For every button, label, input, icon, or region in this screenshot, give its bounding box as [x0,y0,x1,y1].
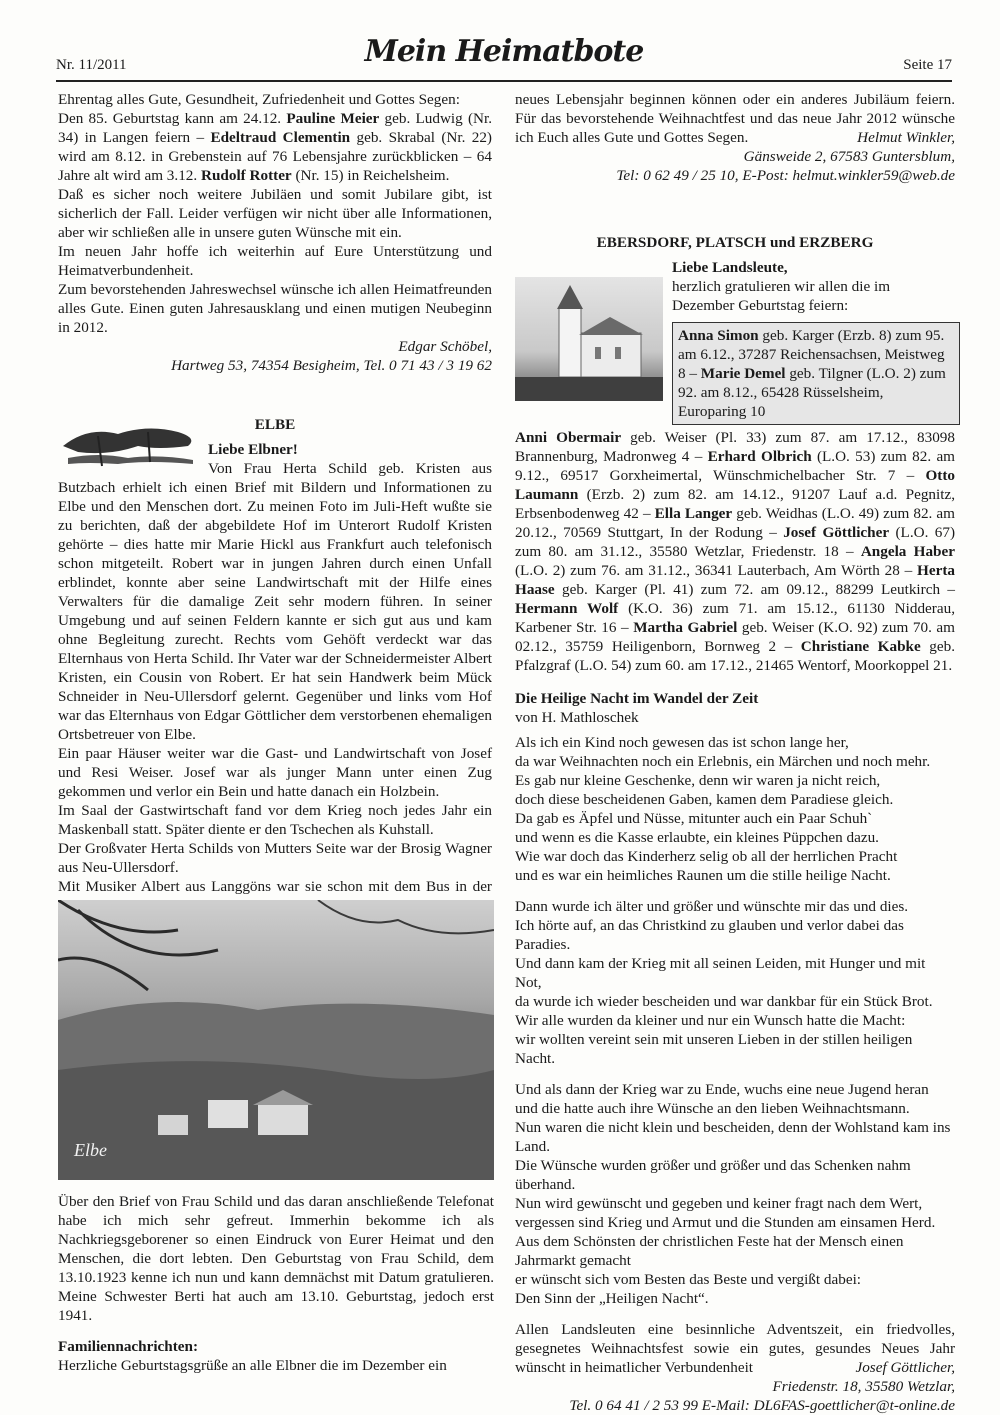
poem-author: von H. Mathloschek [515,709,639,726]
intro-paragraph: Ehrentag alles Gute, Gesundheit, Zufriedenheit und Gottes Segen: Den 85. Geburtstag kann am 24.12. Pauline Meier geb. Ludwig (Nr. 34) in Langen feiern – Edeltraud Clementin geb. Skrabal (Nr. 22) wird am 8.12. in Grebenstein auf 76 Lebensjahre zurückblicken – 64 Jahre alt wird am 3.12. Rudolf Rotter (Nr. 15) in Reichelsheim. [58,91,492,184]
poem-stanza-2: Dann wurde ich älter und größer und wünschte mir das und dies. Ich hörte auf, an das Christkind zu glauben und verlor dabei das Paradies. Und dann kam der Krieg mit all seinen Leiden, mit Hunger und mit Not, da wurde ich wieder bescheiden und war dankbar für ein Stück Brot. Wir alle wurden da kleiner und nur ein Wunsch hatte die Macht: wir wollten vereint sein mit unseren Lieben in der stillen heiligen Nacht. [515,898,933,1067]
elbe-paragraph-4: Der Großvater Herta Schilds von Mutters Seite war der Brosig Wagner aus Neu-Ullersdorf. [58,840,492,876]
elbe-paragraph-5: Mit Musiker Albert aus Langgöns war sie schon mit dem Bus in der [58,878,492,895]
elbe-paragraph-1: Von Frau Herta Schild geb. Kristen aus Butzbach erhielt ich einen Brief mit Bildern und Informationen zu Elbe und den Menschen dort. Zu meinen Foto im Juli-Heft wußte sie zu berichten, daß der abgebildete Hof im Unterort Rudolf Kristen gehörte – dies hatte mir Marie Hickl aus Frankfurt auch telefonisch schon mitgeteilt. Robert war in jungen Jahren durch einen Unfall erblindet, konnte aber seine Landwirtschaft mit der Hilfe eines Verwalters für die damalige Zeit sehr modern führen. In seiner Umgebung und auf seinen Feldern kannte er sich gut aus und kam ohne Begleitung zurecht. Rechts vom Gehöft verdeckt war das Elternhaus von Herta Schild. Ihr Vater war der Schneidermeister Albert Kristen, ein Cousin von Robert. Er hat sein Handwerk beim Mück Schneider in Neu-Ullersdorf gelernt. Gegenüber und links vom Hof war das Elternhaus von Edgar Göttlicher dem verstorbenen ehemaligen Ortsbetreuer von Elbe. [58,460,492,743]
intro-paragraph-3: Im neuen Jahr hoffe ich weiterhin auf Eure Unterstützung und Heimatverbundenheit. [58,243,492,279]
left-column [58,90,494,1374]
signature-name: Edgar Schöbel, [398,338,492,355]
church-photo [515,277,663,401]
winkler-address: Gänsweide 2, 67583 Guntersblum, [743,148,955,165]
birthday-list: Anni Obermair geb. Weiser (Pl. 33) zum 87. am 17.12., 83098 Brannenburg, Madronweg 4 – Erhard Olbrich (L.O. 53) zum 82. am 9.12., 69517 Gorxheimertal, Wünschmichelbacher Str. 7 – Otto Laumann (Erzb. 2) zum 82. am 14.12., 91207 Lauf a.d. Pegnitz, Erbsenbodenweg 42 – Ella Langer geb. Weidhas (L.O. 49) zum 82. am 20.12., 70569 Stuttgart, In der Rodung – Josef Göttlicher (L.O. 67) zum 80. am 31.12., 35580 Wetzlar, Friedenstr. 18 – Angela Haber (L.O. 2) zum 76. am 31.12., 36341 Lauterbach, Am Wörth 28 – Herta Haase geb. Karger (Pl. 41) zum 72. am 09.12., 88299 Leutkirch – Hermann Wolf (K.O. 36) zum 71. am 15.12., 61130 Nidderau, Karbener Str. 16 – Martha Gabriel geb. Weiser (K.O. 92) zum 70. am 02.12., 35759 Heiligenborn, Bornweg 2 – Christiane Kabke geb. Pfalzgraf (L.O. 54) zum 60. am 17.12., 21465 Wentorf, Moorkoppel 21. [515,429,956,674]
intro-paragraph-4: Zum bevorstehenden Jahreswechsel wünsche ich allen Heimatfreunden alles Gute. Einen guten Jahresausklang und einen mutigen Neubeginn in 2012. [58,281,492,336]
masthead-title: Mein Heimatbote [364,34,644,69]
intro-paragraph-2: Daß es sicher noch weitere Jubiläen und somit Jubilare gibt, ist sicherlich der Fall. Leider verfügen wir nicht über alle Informationen, aber wir schließen alle in unsere guten Wünsche mit ein. [58,186,492,241]
poem-title: Die Heilige Nacht im Wandel der Zeit [515,690,759,707]
winkler-contact: Tel: 0 62 49 / 25 10, E-Post: helmut.winkler59@web.de [616,167,955,184]
family-news-text: Herzliche Geburtstagsgrüße an alle Elbner die im Dezember ein [58,1357,447,1374]
winkler-name: Helmut Winkler, [857,129,955,146]
closing-address: Friedenstr. 18, 35580 Wetzlar, [772,1378,955,1395]
after-photo-paragraph: Über den Brief von Frau Schild und das daran anschließende Telefonat habe ich mich sehr gefreut. Immerhin bekomme ich als Nachkriegsgeborener so einen Eindruck von Eurer Heimat und den Menschen, die dort lebten. Den Geburtstag von Frau Schild, dem 13.10.1923 kenne ich nun und kann demnächst mit Datum gratulieren. Meine Schwester Berti hat auch am 13.10. Geburtstag, jedoch erst 1941. [58,1193,494,1324]
winkler-paragraph: neues Lebensjahr beginnen können oder ein anderes Jubiläum feiern. Für das bevorstehende Weihnachtfest und das neue Jahr 2012 wünsche ich Euch alles Gute und Gottes Segen. [515,91,955,146]
page-number: Seite 17 [903,57,952,73]
right-column [515,90,956,1414]
issue-number: Nr. 11/2011 [56,57,127,73]
elbe-paragraph-3: Im Saal der Gastwirtschaft fand vor dem Krieg noch jedes Jahr ein Maskenball statt. Später diente er den Tschechen als Kuhstall. [58,802,492,838]
closing-name: Josef Göttlicher, [855,1359,955,1376]
closing-contact: Tel. 0 64 41 / 2 53 99 E-Mail: DL6FAS-goettlicher@t-online.de [569,1397,955,1414]
ebersdorf-greeting: Liebe Landsleute, [672,259,788,276]
elbe-greeting: Liebe Elbner! [208,441,298,458]
section-title-elbe: ELBE [254,416,296,433]
ebersdorf-intro: herzlich gratulieren wir allen die im Dezember Geburtstag feiern: [672,278,891,314]
highlighted-birthdays-box: Anna Simon geb. Karger (Erzb. 8) zum 95. am 6.12., 37287 Reichensachsen, Meistweg 8 – Marie Demel geb. Tilgner (L.O. 2) zum 92. am 8.12., 65428 Rüsselsheim, Europaring 10 [672,322,960,425]
family-news-title: Familiennachrichten: [58,1338,199,1355]
section-title-ebersdorf: EBERSDORF, PLATSCH und ERZBERG [596,234,874,251]
signature-address: Hartweg 53, 74354 Besigheim, Tel. 0 71 43 / 3 19 62 [171,357,492,374]
page-header [56,34,952,80]
photo-caption: Elbe [74,1140,107,1160]
elbe-village-photo [58,900,494,1180]
poem-stanza-3: Und als dann der Krieg war zu Ende, wuchs eine neue Jugend heran und die hatte auch ihre Wünsche an den lieben Weihnachtsmann. Nun waren die nicht klein und bescheiden, denn der Wohlstand kam ins Land. Die Wünsche wurden größer und größer und das Schenken nahm überhand. Nun wird gewünscht und gegeben und keiner fragt nach dem Wert, vergessen sind Krieg und Armut und die Stunden am einsamen Herd. Aus dem Schönsten der christlichen Feste hat der Mensch einen Jahrmarkt gemacht er wünscht sich vom Besten das Beste und vergißt dabei: Den Sinn der „Heiligen Nacht“. [515,1081,951,1307]
closing-paragraph: Allen Landsleuten eine besinnliche Adventszeit, ein friedvolles, gesegnetes Weihnachtsfest sowie ein gutes, gesundes Neues Jahr wünscht in heimatlicher Verbundenheit [515,1321,955,1376]
header-rule [56,80,952,82]
tree-sketch-illustration [58,416,204,472]
elbe-paragraph-2: Ein paar Häuser weiter war die Gast- und Landwirtschaft von Josef und Resi Weiser. Josef war als junger Mann unter einen Zug gekommen und verlor ein Bein und hatte danach ein Holzbein. [58,745,492,800]
poem-stanza-1: Als ich ein Kind noch gewesen das ist schon lange her, da war Weihnachten noch ein Erlebnis, ein Märchen und noch mehr. Es gab nur kleine Geschenke, denn wir waren ja nicht reich, doch diese bescheidenen Gaben, kamen dem Paradiese gleich. Da gab es Äpfel und Nüsse, mitunter auch ein Paar Schuh` und wenn es die Kasse erlaubte, ein kleines Püppchen dazu. Wie war doch das Kinderherz selig ob all der herrlichen Pracht und es war ein heimliches Raunen um die stille heilige Nacht. [515,734,931,884]
